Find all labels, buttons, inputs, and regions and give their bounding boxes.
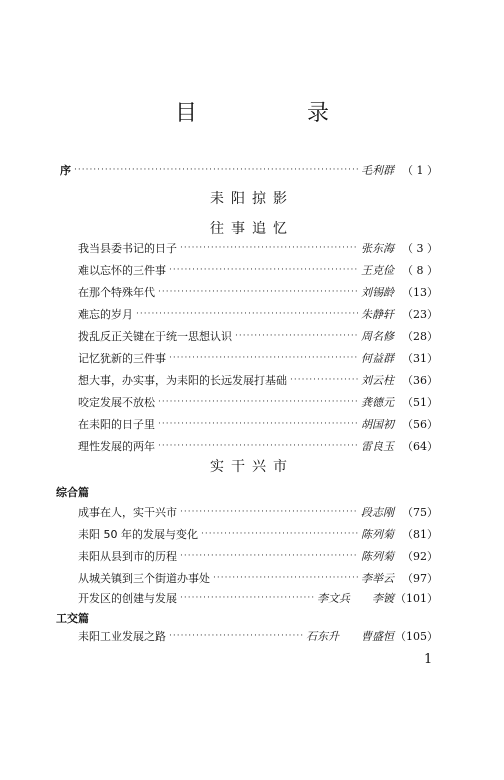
entry-page: （56） bbox=[402, 418, 438, 431]
entry-title: 咬定发展不放松 bbox=[78, 396, 155, 409]
entry-author: 周名修 bbox=[361, 330, 394, 343]
entry-page: （92） bbox=[402, 550, 438, 563]
leader-dots bbox=[180, 593, 314, 603]
entry-author: 雷良玉 bbox=[361, 440, 394, 453]
group-heading-2: 工交篇 bbox=[56, 612, 89, 625]
leader-dots bbox=[169, 265, 358, 275]
entry-title: 拨乱反正关键在于统一思想认识 bbox=[78, 330, 232, 343]
toc-entry bbox=[78, 372, 438, 388]
entry-page: （51） bbox=[402, 396, 438, 409]
entry-author: 胡国初 bbox=[361, 418, 394, 431]
group-heading-1: 综合篇 bbox=[56, 486, 89, 499]
entry-page: （31） bbox=[402, 352, 438, 365]
leader-dots bbox=[213, 573, 358, 583]
leader-dots bbox=[158, 397, 358, 407]
leader-dots bbox=[169, 631, 303, 641]
entry-title: 从城关镇到三个街道办事处 bbox=[78, 572, 210, 585]
entry-page: （ 3 ） bbox=[402, 242, 438, 255]
section-heading-3: 实干兴市 bbox=[210, 459, 294, 475]
entry-author: 龚德元 bbox=[361, 396, 394, 409]
toc-entry bbox=[78, 306, 438, 322]
entry-title: 耒阳工业发展之路 bbox=[78, 630, 166, 643]
entry-author: 李举云 bbox=[361, 572, 394, 585]
toc-entry bbox=[78, 438, 438, 454]
entry-author: 王克俭 bbox=[361, 264, 394, 277]
entry-title: 成事在人，实干兴市 bbox=[78, 506, 177, 519]
entry-page: （ 1 ） bbox=[402, 164, 438, 177]
entry-page: （101） bbox=[395, 592, 438, 605]
toc-entry bbox=[78, 394, 438, 410]
entry-title: 在耒阳的日子里 bbox=[78, 418, 155, 431]
leader-dots bbox=[290, 375, 358, 385]
toc-entry bbox=[78, 628, 438, 644]
toc-entry bbox=[78, 284, 438, 300]
toc-entry-preface bbox=[60, 162, 438, 178]
entry-page: （105） bbox=[395, 630, 438, 643]
entry-page: （ 8 ） bbox=[402, 264, 438, 277]
entry-author: 陈列菊 bbox=[361, 550, 394, 563]
leader-dots bbox=[180, 243, 358, 253]
entry-page: （75） bbox=[402, 506, 438, 519]
leader-dots bbox=[235, 331, 358, 341]
toc-entry bbox=[78, 548, 438, 564]
leader-dots bbox=[158, 441, 358, 451]
toc-entry bbox=[78, 504, 438, 520]
entry-title: 记忆犹新的三件事 bbox=[78, 352, 166, 365]
leader-dots bbox=[180, 507, 358, 517]
entry-title: 耒阳 50 年的发展与变化 bbox=[78, 528, 198, 541]
entry-title: 在那个特殊年代 bbox=[78, 286, 155, 299]
entry-author: 毛利群 bbox=[361, 164, 394, 177]
entry-title: 我当县委书记的日子 bbox=[78, 242, 177, 255]
entry-author: 段志刚 bbox=[361, 506, 394, 519]
leader-dots bbox=[136, 309, 358, 319]
entry-title: 想大事，办实事，为耒阳的长远发展打基础 bbox=[78, 374, 287, 387]
entry-author: 朱静轩 bbox=[361, 308, 394, 321]
page-title: 目 录 bbox=[174, 101, 373, 126]
leader-dots bbox=[180, 551, 358, 561]
entry-title: 序 bbox=[60, 164, 71, 177]
entry-page: （23） bbox=[402, 308, 438, 321]
leader-dots bbox=[158, 287, 358, 297]
toc-entry bbox=[78, 240, 438, 256]
entry-page: （36） bbox=[402, 374, 438, 387]
page-number: 1 bbox=[424, 652, 433, 667]
entry-author: 刘锡龄 bbox=[361, 286, 394, 299]
toc-entry bbox=[78, 328, 438, 344]
entry-title: 理性发展的两年 bbox=[78, 440, 155, 453]
section-heading-2: 往事追忆 bbox=[210, 221, 294, 237]
toc-entry bbox=[78, 526, 438, 542]
entry-author: 陈列菊 bbox=[361, 528, 394, 541]
leader-dots bbox=[201, 529, 358, 539]
entry-page: （97） bbox=[402, 572, 438, 585]
section-heading-1: 耒阳掠影 bbox=[210, 191, 294, 207]
leader-dots bbox=[169, 353, 358, 363]
entry-title: 难以忘怀的三件事 bbox=[78, 264, 166, 277]
entry-title: 耒阳从县到市的历程 bbox=[78, 550, 177, 563]
toc-entry bbox=[78, 570, 438, 586]
entry-title: 开发区的创建与发展 bbox=[78, 592, 177, 605]
entry-author: 张东海 bbox=[361, 242, 394, 255]
entry-page: （13） bbox=[402, 286, 438, 299]
entry-author: 何益群 bbox=[361, 352, 394, 365]
toc-entry bbox=[78, 590, 438, 606]
entry-page: （64） bbox=[402, 440, 438, 453]
entry-author: 石东升 曹盛恒 bbox=[306, 630, 394, 643]
leader-dots bbox=[158, 419, 358, 429]
toc-entry bbox=[78, 350, 438, 366]
toc-entry bbox=[78, 416, 438, 432]
entry-author: 刘云柱 bbox=[361, 374, 394, 387]
toc-entry bbox=[78, 262, 438, 278]
entry-page: （28） bbox=[402, 330, 438, 343]
leader-dots bbox=[74, 165, 358, 175]
entry-author: 李文兵 李镀 bbox=[317, 592, 394, 605]
entry-title: 难忘的岁月 bbox=[78, 308, 133, 321]
entry-page: （81） bbox=[402, 528, 438, 541]
